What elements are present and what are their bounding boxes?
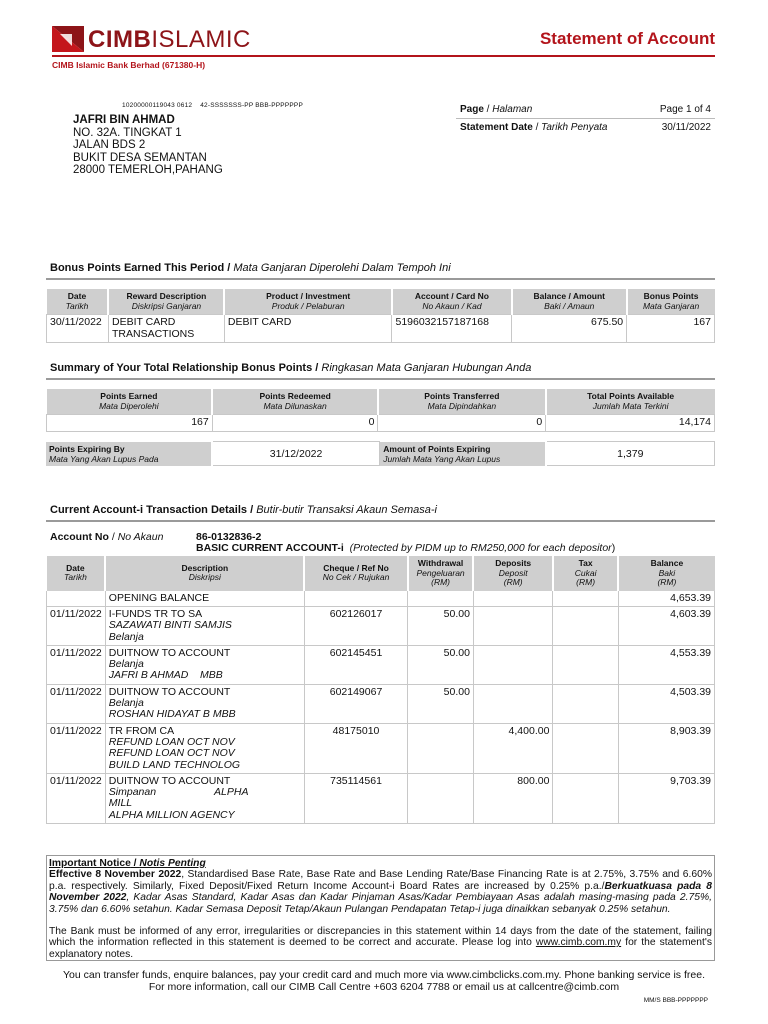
bank-logo-text: CIMBISLAMIC xyxy=(88,26,251,53)
bank-name: CIMB Islamic Bank Berhad (671380-H) xyxy=(52,60,206,70)
table-row: 01/11/2022 I-FUNDS TR TO SA SAZAWATI BINTI SAMJIS Belanja 602126017 50.00 4,603.39 xyxy=(47,607,715,646)
column-header: Cheque / Ref No No Cek / Rujukan xyxy=(304,556,407,591)
column-header: Withdrawal Pengeluaran (RM) xyxy=(408,556,474,591)
column-header: Tax Cukai (RM) xyxy=(553,556,618,591)
opening-balance-value: 4,653.39 xyxy=(618,591,714,607)
account-number: 86-0132836-2 xyxy=(196,531,262,543)
cell-date: 30/11/2022 xyxy=(47,315,109,343)
table-row xyxy=(47,315,715,343)
column-header: Total Points Available Jumlah Mata Terkini xyxy=(546,389,715,415)
expiring-date: 31/12/2022 xyxy=(212,442,380,466)
account-number-label: Account No / No Akaun xyxy=(50,531,164,543)
address-line: JALAN BDS 2 xyxy=(73,139,146,151)
table-header-row xyxy=(47,289,715,315)
cimb-website-link[interactable]: www.cimb.com.my xyxy=(535,937,622,949)
opening-balance-label: OPENING BALANCE xyxy=(105,591,304,607)
table-row: 01/11/2022 DUITNOW TO ACCOUNT Simpanan ALPHA MILL ALPHA MILLION AGENCY 735114561 800.00 9,703.39 xyxy=(47,773,715,823)
transactions-table xyxy=(46,556,715,824)
customer-address-block xyxy=(73,114,223,177)
points-earned: 167 xyxy=(47,415,213,432)
points-transferred: 0 xyxy=(378,415,546,432)
expiring-amount: 1,379 xyxy=(546,442,715,466)
table-row: 01/11/2022 DUITNOW TO ACCOUNT Belanja JAFRI B AHMAD MBB 602145451 50.00 4,553.39 xyxy=(47,645,715,684)
column-header: Date Tarikh xyxy=(47,289,109,315)
column-header: Product / Investment Produk / Pelaburan xyxy=(224,289,392,315)
table-row: 01/11/2022 TR FROM CA REFUND LOAN OCT NOV REFUND LOAN OCT NOV BUILD LAND TECHNOLOG 48175010 4,400.00 8,903.39 xyxy=(47,723,715,773)
column-header: Description Diskripsi xyxy=(105,556,304,591)
cell-amount: 675.50 xyxy=(512,315,627,343)
statement-date: 30/11/2022 xyxy=(661,122,711,133)
cell-description: DEBIT CARD TRANSACTIONS xyxy=(108,315,224,343)
section-divider xyxy=(46,378,715,380)
address-line: NO. 32A. TINGKAT 1 xyxy=(73,126,182,139)
column-header: Balance Baki (RM) xyxy=(618,556,714,591)
column-header: Points Redeemed Mata Dilunaskan xyxy=(212,389,378,415)
expiring-by-label: Points Expiring By Mata Yang Akan Lupus Pada xyxy=(46,442,212,466)
column-header: Date Tarikh xyxy=(47,556,106,591)
section-divider xyxy=(46,520,715,522)
column-header: Balance / Amount Baki / Amaun xyxy=(512,289,627,315)
statement-meta xyxy=(456,101,715,136)
footer-code: MM/S BBB-PPPPPPP xyxy=(643,997,708,1004)
footer-line-1: You can transfer funds, enquire balances, pay your credit card and much more via www.cimbclicks.com.my. Phone banking service is free. xyxy=(63,969,705,981)
column-header: Reward Description Diskripsi Ganjaran xyxy=(108,289,224,315)
points-summary-table xyxy=(46,389,715,432)
opening-balance-row xyxy=(47,591,715,607)
statement-date-row: Statement Date / Tarikh Penyata 30/11/2022 xyxy=(456,118,715,136)
document-title: Statement of Account xyxy=(539,29,715,48)
page-row: Page / Halaman Page 1 of 4 xyxy=(460,104,711,115)
points-redeemed: 0 xyxy=(212,415,378,432)
table-header-row xyxy=(47,389,715,415)
column-header: Bonus Points Mata Ganjaran xyxy=(627,289,715,315)
cell-points: 167 xyxy=(627,315,715,343)
account-type: BASIC CURRENT ACCOUNT-i (Protected by PIDM up to RM250,000 for each depositor) xyxy=(196,542,616,554)
reference-codes: 10200000119043 0612 42-SSSSSSS-PP BBB-PPPPPPP xyxy=(122,102,303,109)
total-points-available: 14,174 xyxy=(546,415,715,432)
address-line: 28000 TEMERLOH,PAHANG xyxy=(73,164,223,176)
notice-heading: Important Notice / Notis Penting xyxy=(49,858,206,869)
table-row xyxy=(47,415,715,432)
customer-name: JAFRI BIN AHMAD xyxy=(73,114,175,126)
section-divider xyxy=(46,278,715,280)
bonus-points-table xyxy=(46,289,715,343)
address-line: BUKIT DESA SEMANTAN xyxy=(73,151,207,164)
points-expiring-table xyxy=(46,441,715,466)
cell-product: DEBIT CARD xyxy=(224,315,392,343)
summary-section-title: Summary of Your Total Relationship Bonus Points / Ringkasan Mata Ganjaran Hubungan Anda xyxy=(50,362,532,374)
column-header: Account / Card No No Akaun / Kad xyxy=(392,289,512,315)
header-divider xyxy=(52,55,715,57)
column-header: Deposits Deposit (RM) xyxy=(473,556,552,591)
bonus-section-title: Bonus Points Earned This Period / Mata Ganjaran Diperolehi Dalam Tempoh Ini xyxy=(50,262,451,274)
table-header-row xyxy=(47,556,715,591)
cell-card-number: 5196032157187168 xyxy=(392,315,512,343)
column-header: Points Transferred Mata Dipindahkan xyxy=(378,389,546,415)
column-header: Points Earned Mata Diperolehi xyxy=(47,389,213,415)
table-row: 01/11/2022 DUITNOW TO ACCOUNT Belanja ROSHAN HIDAYAT B MBB 602149067 50.00 4,503.39 xyxy=(47,684,715,723)
transactions-section-title: Current Account-i Transaction Details / Butir-butir Transaksi Akaun Semasa-i xyxy=(50,504,437,516)
expiring-amount-label: Amount of Points Expiring Jumlah Mata Yang Akan Lupus xyxy=(380,442,546,466)
cimb-logo-icon xyxy=(52,26,84,52)
table-row xyxy=(46,442,715,466)
important-notice: Important Notice / Notis Penting Effective 8 November 2022, Standardised Base Rate, Base Rate and Base Lending Rate/Base Financing Rate is at 2.75%, 3.75% and 6.60% p.a. respectively. Similarly, Fixed Deposit/Fixed Return Income Account-i Board Rates are increased by 0.25% p.a./Berkuatkuasa pada 8 November 2022, Kadar Asas Standard, Kadar Asas dan Kadar Pinjaman Asas/Kadar Pembiayaan Asas adalah masing-masing pada 2.75%, 3.75% dan 6.60% setahun. Kadar Semasa Deposit Tetap/Akaun Pulangan Pendapatan Tetap-i juga dinaikkan sebanyak 0.25% setahun. The Bank must be informed of any error, irregularities or discrepancies in this statement within 14 days from the date of the statement, failing which the information reflected in this statement is deemed to be correct and accurate. Please log into www.cimb.com.my for the statement's explanatory notes. xyxy=(46,855,715,961)
footer-line-2: For more information, call our CIMB Call Centre +603 6204 7788 or email us at callcentre@cimb.com xyxy=(148,981,620,993)
page-number: Page 1 of 4 xyxy=(659,104,711,115)
